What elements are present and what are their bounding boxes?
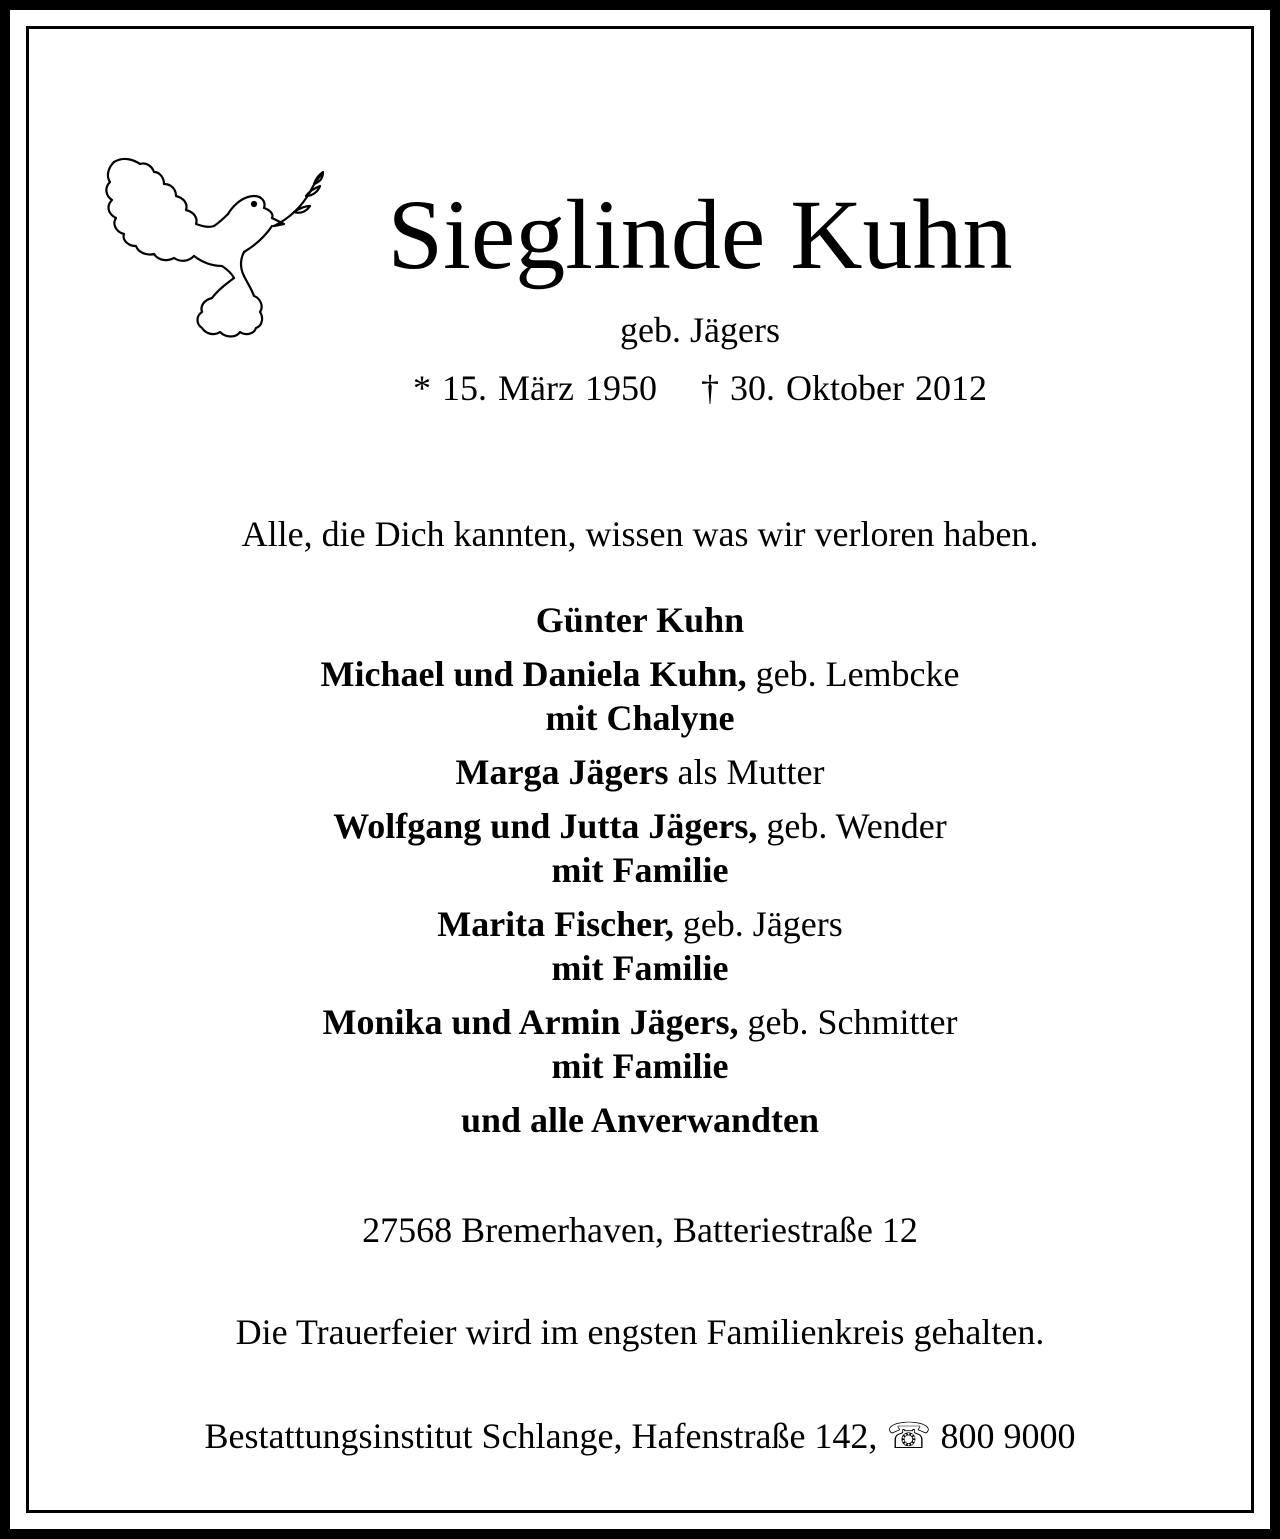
mourner-addition: mit Familie xyxy=(551,850,729,890)
death-date: † 30. Oktober 2012 xyxy=(701,368,987,408)
mourner-group xyxy=(10,750,1270,794)
mourner-addition: mit Familie xyxy=(551,1046,729,1086)
maiden-name: geb. Jägers xyxy=(620,310,780,350)
mourner-name: Marga Jägers xyxy=(455,752,669,792)
mourner-name: Wolfgang und Jutta Jägers, xyxy=(333,806,758,846)
mourner-closing: und alle Anverwandten xyxy=(460,1100,820,1140)
mourner-note: geb. Wender xyxy=(757,806,947,846)
obituary-notice xyxy=(10,10,1270,1529)
mourners-list xyxy=(10,598,1270,1152)
mourner-note: geb. Schmitter xyxy=(738,1002,958,1042)
mourner-note: geb. Lembcke xyxy=(746,654,960,694)
mourner-group xyxy=(10,1000,1270,1088)
mourner-note: geb. Jägers xyxy=(673,904,843,944)
ceremony-note: Die Trauerfeier wird im engsten Familienkreis gehalten. xyxy=(235,1312,1045,1352)
mourner-group xyxy=(10,1098,1270,1142)
funeral-home-info: Bestattungsinstitut Schlange, Hafenstraße 142, ☏ 800 9000 xyxy=(204,1416,1076,1456)
life-dates xyxy=(10,366,1280,410)
mourner-group xyxy=(10,902,1270,990)
mourner-name: Michael und Daniela Kuhn, xyxy=(320,654,747,694)
mourner-addition: mit Chalyne xyxy=(545,698,735,738)
mourner-name: Marita Fischer, xyxy=(437,904,674,944)
mourner-group xyxy=(10,652,1270,740)
mourner-name: Günter Kuhn xyxy=(535,600,745,640)
mourner-group xyxy=(10,804,1270,892)
deceased-name: Sieglinde Kuhn xyxy=(387,179,1013,290)
mourner-note: als Mutter xyxy=(668,752,825,792)
family-address: 27568 Bremerhaven, Batteriestraße 12 xyxy=(362,1210,918,1250)
memorial-quote: Alle, die Dich kannten, wissen was wir verloren haben. xyxy=(241,514,1039,554)
mourner-group xyxy=(10,598,1270,642)
mourner-name: Monika und Armin Jägers, xyxy=(322,1002,739,1042)
mourner-addition: mit Familie xyxy=(551,948,729,988)
birth-date: * 15. März 1950 xyxy=(413,368,657,408)
